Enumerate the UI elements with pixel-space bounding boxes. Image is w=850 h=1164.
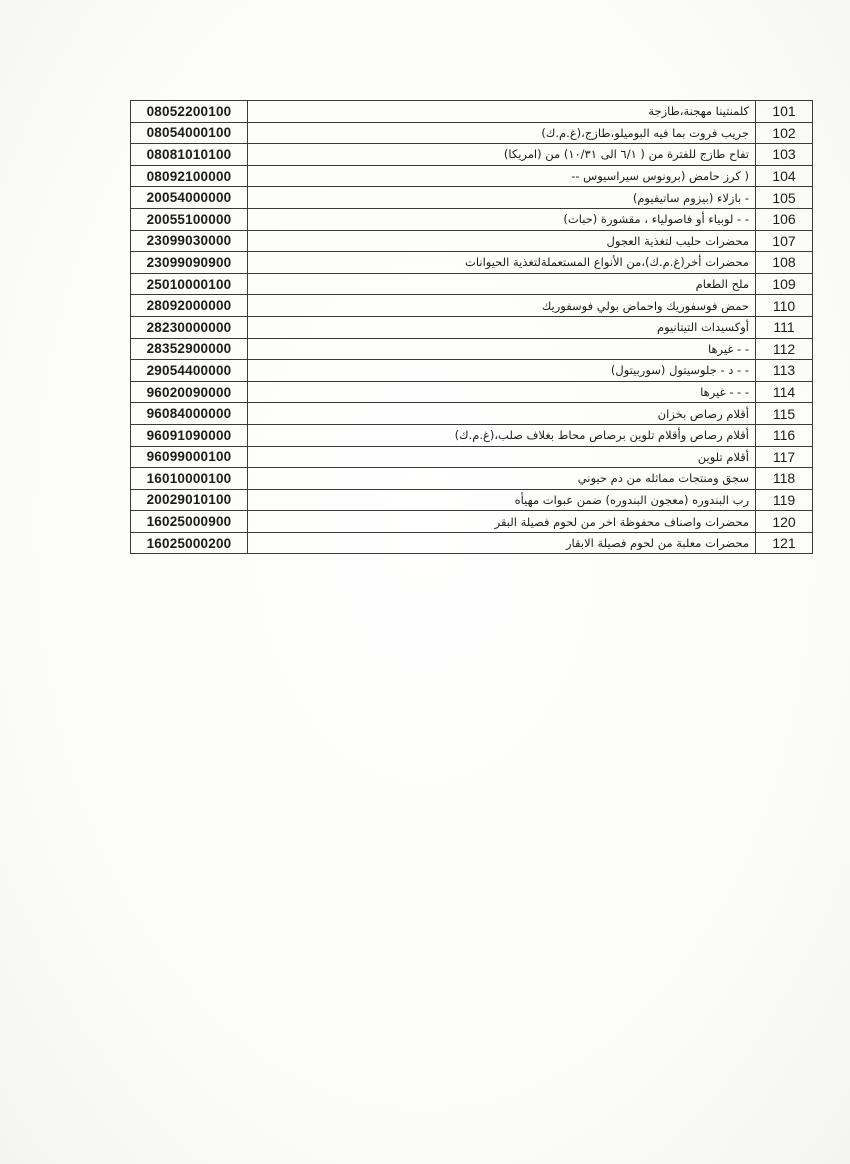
- row-number-cell: 105: [756, 187, 813, 209]
- item-description-cell: محضرات حليب لتغذية العجول: [248, 230, 756, 252]
- tariff-code-cell: 28352900000: [131, 338, 248, 360]
- row-number-cell: 121: [756, 532, 813, 554]
- tariff-code-cell: 08052200100: [131, 101, 248, 123]
- tariff-code-cell: 23099090900: [131, 252, 248, 274]
- row-number-cell: 106: [756, 208, 813, 230]
- tariff-code-cell: 08054000100: [131, 122, 248, 144]
- table-row: [131, 468, 813, 490]
- table-row: [131, 122, 813, 144]
- table-row: [131, 424, 813, 446]
- item-description-cell: سجق ومنتجات مماثله من دم حيوني: [248, 468, 756, 490]
- tariff-code-cell: 20054000000: [131, 187, 248, 209]
- table-row: [131, 252, 813, 274]
- row-number-cell: 117: [756, 446, 813, 468]
- row-number-cell: 107: [756, 230, 813, 252]
- tariff-code-cell: 29054400000: [131, 360, 248, 382]
- item-description-cell: كلمنتينا مهجنة،طازجة: [248, 101, 756, 123]
- tariff-code-cell: 28230000000: [131, 316, 248, 338]
- item-description-cell: أقلام رصاص وأقلام تلوين برصاص محاط بغلاف صلب،(غ.م.ك): [248, 424, 756, 446]
- row-number-cell: 120: [756, 511, 813, 533]
- row-number-cell: 109: [756, 273, 813, 295]
- row-number-cell: 112: [756, 338, 813, 360]
- item-description-cell: أقلام تلوين: [248, 446, 756, 468]
- table-row: [131, 511, 813, 533]
- tariff-code-cell: 08092100000: [131, 165, 248, 187]
- item-description-cell: - - - غيرها: [248, 381, 756, 403]
- table-row: [131, 338, 813, 360]
- row-number-cell: 113: [756, 360, 813, 382]
- tariff-code-cell: 20055100000: [131, 208, 248, 230]
- table-row: [131, 101, 813, 123]
- row-number-cell: 114: [756, 381, 813, 403]
- tariff-code-cell: 08081010100: [131, 144, 248, 166]
- table-row: [131, 360, 813, 382]
- tariff-code-cell: 96099000100: [131, 446, 248, 468]
- tariff-code-cell: 96091090000: [131, 424, 248, 446]
- table-row: [131, 165, 813, 187]
- item-description-cell: محضرات أخر(غ.م.ك)،من الأنواع المستعملةلتغذية الحيوانات: [248, 252, 756, 274]
- item-description-cell: - - غيرها: [248, 338, 756, 360]
- tariff-code-cell: 25010000100: [131, 273, 248, 295]
- tariff-code-cell: 16010000100: [131, 468, 248, 490]
- tariff-code-cell: 20029010100: [131, 489, 248, 511]
- row-number-cell: 104: [756, 165, 813, 187]
- tariff-code-cell: 28092000000: [131, 295, 248, 317]
- table-row: [131, 187, 813, 209]
- table-row: [131, 489, 813, 511]
- item-description-cell: أقلام رصاص بخزان: [248, 403, 756, 425]
- item-description-cell: حمض فوسفوريك واحماض بولي فوسفوريك: [248, 295, 756, 317]
- tariff-code-cell: 96020090000: [131, 381, 248, 403]
- item-description-cell: محضرات واصناف محفوظة اخر من لحوم فصيلة البقر: [248, 511, 756, 533]
- item-description-cell: - بازلاء (بيزوم ساتيفيوم): [248, 187, 756, 209]
- table-row: [131, 381, 813, 403]
- row-number-cell: 102: [756, 122, 813, 144]
- table-row: [131, 403, 813, 425]
- table-row: [131, 295, 813, 317]
- item-description-cell: محضرات معلبة من لحوم فصيلة الابقار: [248, 532, 756, 554]
- table-row: [131, 316, 813, 338]
- item-description-cell: رب البندوره (معجون البندوره) ضمن عبوات مهيأه: [248, 489, 756, 511]
- item-description-cell: أوكسيدات التيتانيوم: [248, 316, 756, 338]
- tariff-code-cell: 23099030000: [131, 230, 248, 252]
- tariff-table: [130, 100, 813, 554]
- row-number-cell: 119: [756, 489, 813, 511]
- table-row: [131, 532, 813, 554]
- tariff-code-cell: 16025000900: [131, 511, 248, 533]
- tariff-code-cell: 96084000000: [131, 403, 248, 425]
- item-description-cell: جريب فروت بما فيه البوميلو،طازج،(غ.م.ك): [248, 122, 756, 144]
- row-number-cell: 101: [756, 101, 813, 123]
- row-number-cell: 115: [756, 403, 813, 425]
- table-row: [131, 230, 813, 252]
- table-row: [131, 208, 813, 230]
- item-description-cell: - - لوبياء أو فاصولياء ، مقشورة (حبات): [248, 208, 756, 230]
- item-description-cell: ملح الطعام: [248, 273, 756, 295]
- row-number-cell: 103: [756, 144, 813, 166]
- item-description-cell: تفاح طازج للفترة من ( ٦/١ الى ١٠/٣١) من (امريكا): [248, 144, 756, 166]
- item-description-cell: ( كرز حامض (برونوس سيراسيوس --: [248, 165, 756, 187]
- table-row: [131, 273, 813, 295]
- row-number-cell: 110: [756, 295, 813, 317]
- row-number-cell: 118: [756, 468, 813, 490]
- row-number-cell: 116: [756, 424, 813, 446]
- table-row: [131, 144, 813, 166]
- row-number-cell: 111: [756, 316, 813, 338]
- row-number-cell: 108: [756, 252, 813, 274]
- tariff-code-cell: 16025000200: [131, 532, 248, 554]
- tariff-table-body: [131, 101, 813, 554]
- table-row: [131, 446, 813, 468]
- item-description-cell: - - د - جلوسيتول (سوربيتول): [248, 360, 756, 382]
